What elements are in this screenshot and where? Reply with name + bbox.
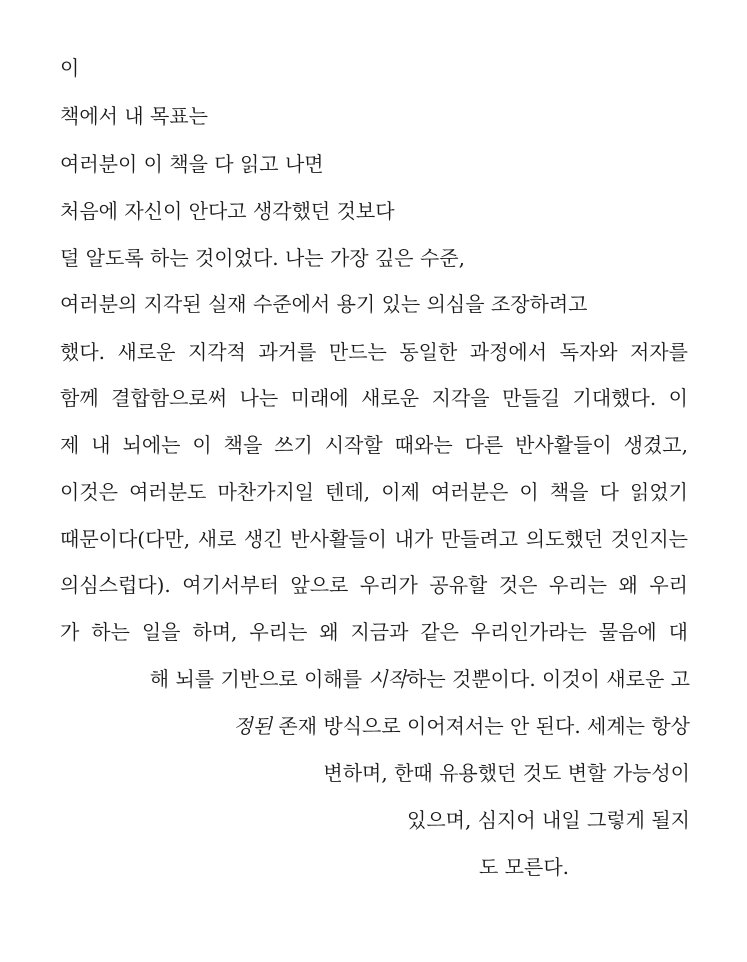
text-line-4: 처음에 자신이 안다고 생각했던 것보다 bbox=[60, 199, 395, 223]
text-line-13: 가 하는 일을 하며, 우리는 왜 지금과 같은 우리인가라는 물음에 대 bbox=[60, 620, 688, 644]
text-line-14-before: 해 뇌를 기반으로 이해를 bbox=[149, 667, 369, 691]
text-line-12: 의심스럽다). 여기서부터 앞으로 우리가 공유할 것은 우리는 왜 우리 bbox=[60, 573, 688, 597]
italic-word-start: 시작 bbox=[368, 667, 408, 691]
text-line-8: 함께 결합함으로써 나는 미래에 새로운 지각을 만들길 기대했다. 이 bbox=[60, 386, 688, 410]
text-line-5: 덜 알도록 하는 것이었다. 나는 가장 깊은 수준, bbox=[60, 246, 465, 270]
text-line-14 bbox=[150, 664, 690, 694]
text-line-7: 했다. 새로운 지각적 과거를 만드는 동일한 과정에서 독자와 저자를 bbox=[60, 340, 688, 364]
text-line-18: 도 모른다. bbox=[479, 855, 569, 879]
italic-word-fixed: 정된 bbox=[233, 714, 273, 738]
text-line-9: 제 내 뇌에는 이 책을 쓰기 시작할 때와는 다른 반사활들이 생겼고, bbox=[60, 433, 688, 457]
text-line-15 bbox=[233, 711, 690, 741]
text-line-2: 책에서 내 목표는 bbox=[60, 104, 208, 128]
text-line-6: 여러분의 지각된 실재 수준에서 용기 있는 의심을 조장하려고 bbox=[60, 292, 588, 316]
text-line-1: 이 bbox=[60, 56, 80, 80]
text-line-3: 여러분이 이 책을 다 읽고 나면 bbox=[60, 152, 324, 176]
text-line-15-after: 존재 방식으로 이어져서는 안 된다. 세계는 항상 bbox=[272, 714, 690, 738]
text-line-17: 있으며, 심지어 내일 그렇게 될지 bbox=[407, 808, 690, 832]
text-line-10: 이것은 여러분도 마찬가지일 텐데, 이제 여러분은 이 책을 다 읽었기 bbox=[60, 480, 688, 504]
text-line-16: 변하며, 한때 유용했던 것도 변할 가능성이 bbox=[323, 761, 690, 785]
text-line-11: 때문이다(다만, 새로 생긴 반사활들이 내가 만들려고 의도했던 것인지는 bbox=[60, 527, 688, 551]
text-line-14-after: 하는 것뿐이다. 이것이 새로운 고 bbox=[407, 667, 690, 691]
